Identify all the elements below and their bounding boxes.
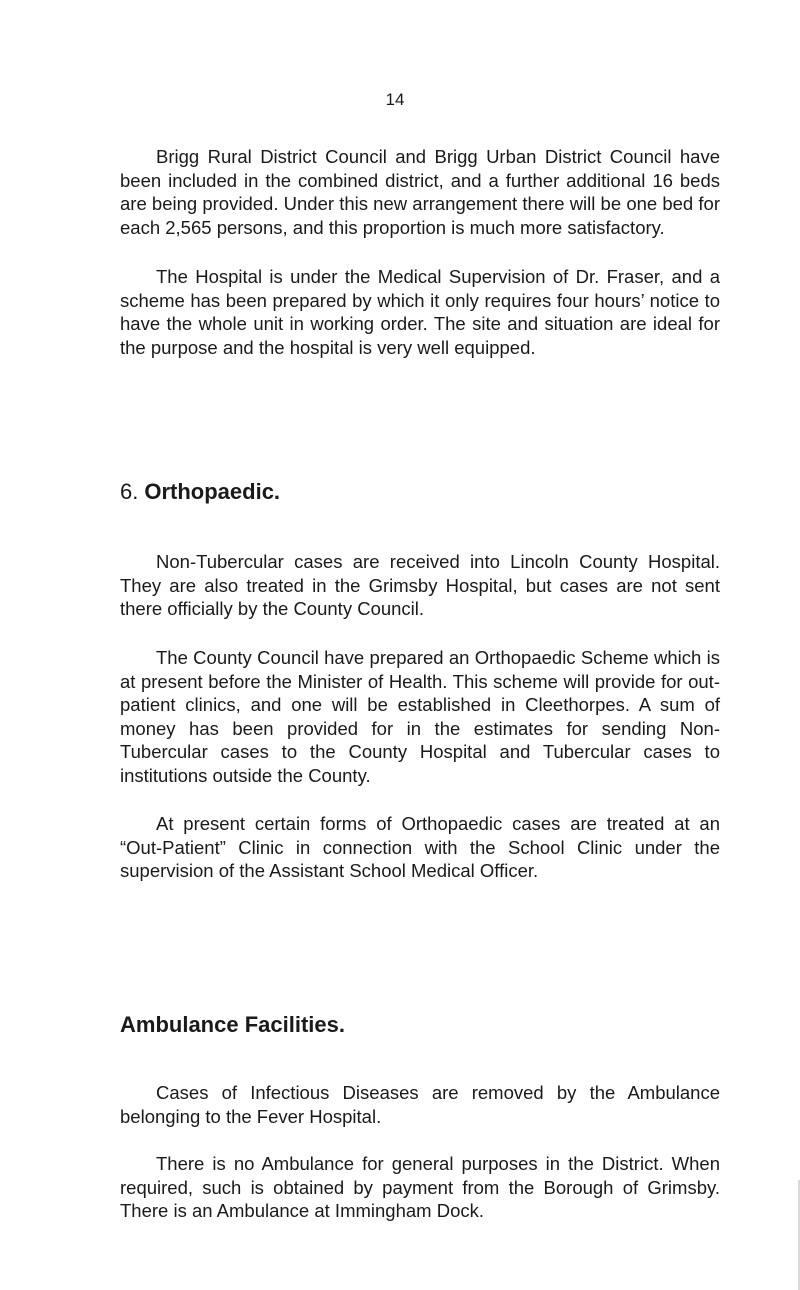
section-heading-ambulance: Ambulance Facilities. — [120, 1012, 345, 1037]
section-number: 6. — [120, 479, 139, 504]
page-number: 14 — [385, 90, 405, 109]
paragraph-brigg-councils: Brigg Rural District Council and Brigg Urban District Council have been included in the combined district, and a further additional 16 beds are being provided. Under this new arrangement there will be one bed for each 2,565 persons, and this proportion is much more satisfactory. — [120, 146, 720, 238]
paragraph-non-tubercular: Non-Tubercular cases are received into Lincoln County Hospital. They are also treated in the Grimsby Hospital, but cases are not sent there officially by the County Council. — [120, 551, 720, 619]
section-heading-orthopaedic — [120, 479, 280, 505]
paragraph-hospital-supervision: The Hospital is under the Medical Supervision of Dr. Fraser, and a scheme has been prepared by which it only requires four hours’ notice to have the whole unit in working order. The site and situation are ideal for the purpose and the hospital is very well equipped. — [120, 266, 720, 358]
paragraph-orthopaedic-scheme: The County Council have prepared an Orthopaedic Scheme which is at present before the Minister of Health. This scheme will provide for out-patient clinics, and one will be established in Cleethorpes. A sum of money has been provided for in the estimates for sending Non-Tubercular cases to the County Hospital and Tubercular cases to institutions outside the County. — [120, 647, 720, 786]
paragraph-infectious-diseases: Cases of Infectious Diseases are removed by the Ambulance belonging to the Fever Hospital. — [120, 1082, 720, 1127]
paragraph-general-ambulance: There is no Ambulance for general purposes in the District. When required, such is obtained by payment from the Borough of Grimsby. There is an Ambulance at Immingham Dock. — [120, 1153, 720, 1221]
paragraph-out-patient-clinic: At present certain forms of Orthopaedic cases are treated at an “Out-Patient” Clinic in connection with the School Clinic under the supervision of the Assistant School Medical Officer. — [120, 813, 720, 881]
section-title: Orthopaedic. — [144, 479, 281, 504]
